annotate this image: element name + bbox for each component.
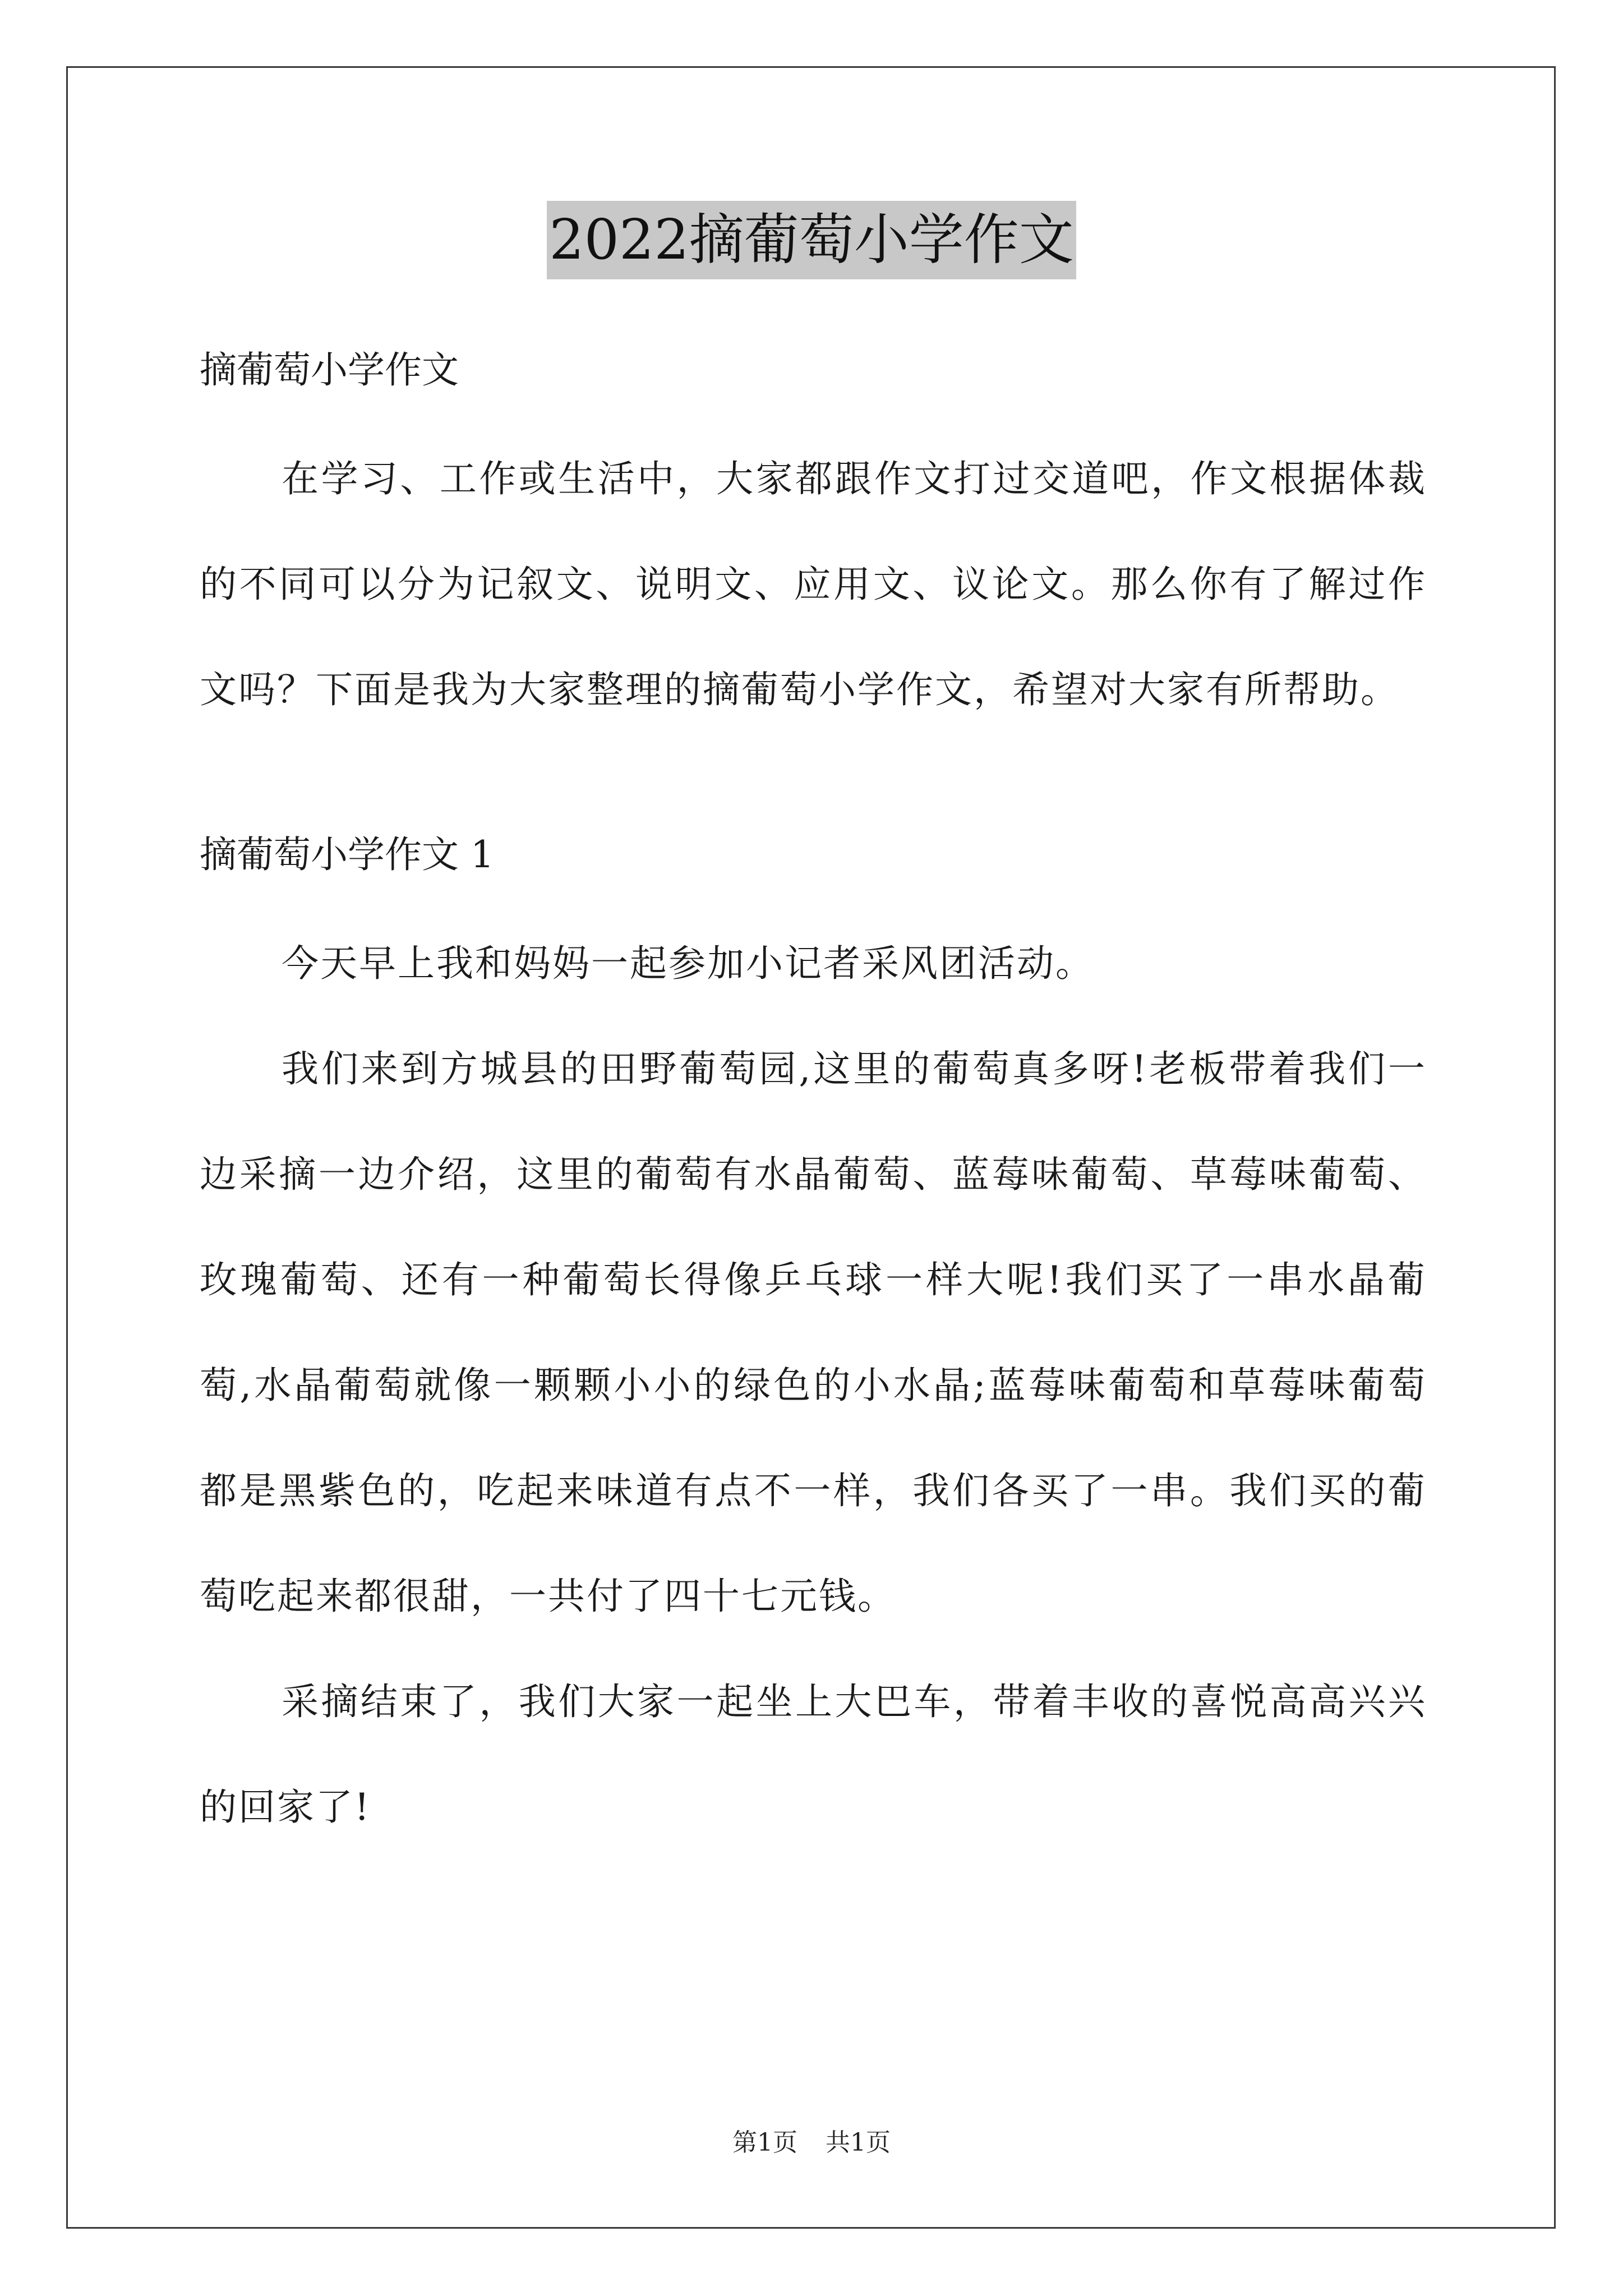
body-paragraph: 我们来到方城县的田野葡萄园,这里的葡萄真多呀!老板带着我们一边采摘一边介绍，这里的葡萄有水晶葡萄、蓝莓味葡萄、草莓味葡萄、玫瑰葡萄、还有一种葡萄长得像乒乓球一样大呢!我们买了一串水晶葡萄,水晶葡萄就像一颗颗小小的绿色的小水晶;蓝莓味葡萄和草莓味葡萄都是黑紫色的，吃起来味道有点不一样，我们各买了一串。我们买的葡萄吃起来都很甜，一共付了四十七元钱。 bbox=[200, 1047, 1427, 1618]
page-number: 第1页 bbox=[732, 2128, 797, 2157]
title-container bbox=[0, 201, 1623, 279]
page-total: 共1页 bbox=[826, 2128, 891, 2157]
subtitle: 摘葡萄小学作文 bbox=[200, 348, 459, 392]
body-paragraph: 今天早上我和妈妈一起参加小记者采风团活动。 bbox=[282, 942, 1094, 985]
section-heading: 摘葡萄小学作文 1 bbox=[200, 833, 494, 876]
page-footer bbox=[0, 2126, 1623, 2160]
document-title: 2022摘葡萄小学作文 bbox=[547, 201, 1076, 279]
body-paragraph: 采摘结束了，我们大家一起坐上大巴车，带着丰收的喜悦高高兴兴的回家了! bbox=[200, 1680, 1427, 1829]
section-gap bbox=[200, 743, 1427, 799]
intro-paragraph: 在学习、工作或生活中，大家都跟作文打过交道吧，作文根据体裁的不同可以分为记叙文、说明文、应用文、议论文。那么你有了解过作文吗？下面是我为大家整理的摘葡萄小学作文，希望对大家有所帮助。 bbox=[200, 457, 1427, 711]
document-body bbox=[200, 314, 1427, 1860]
